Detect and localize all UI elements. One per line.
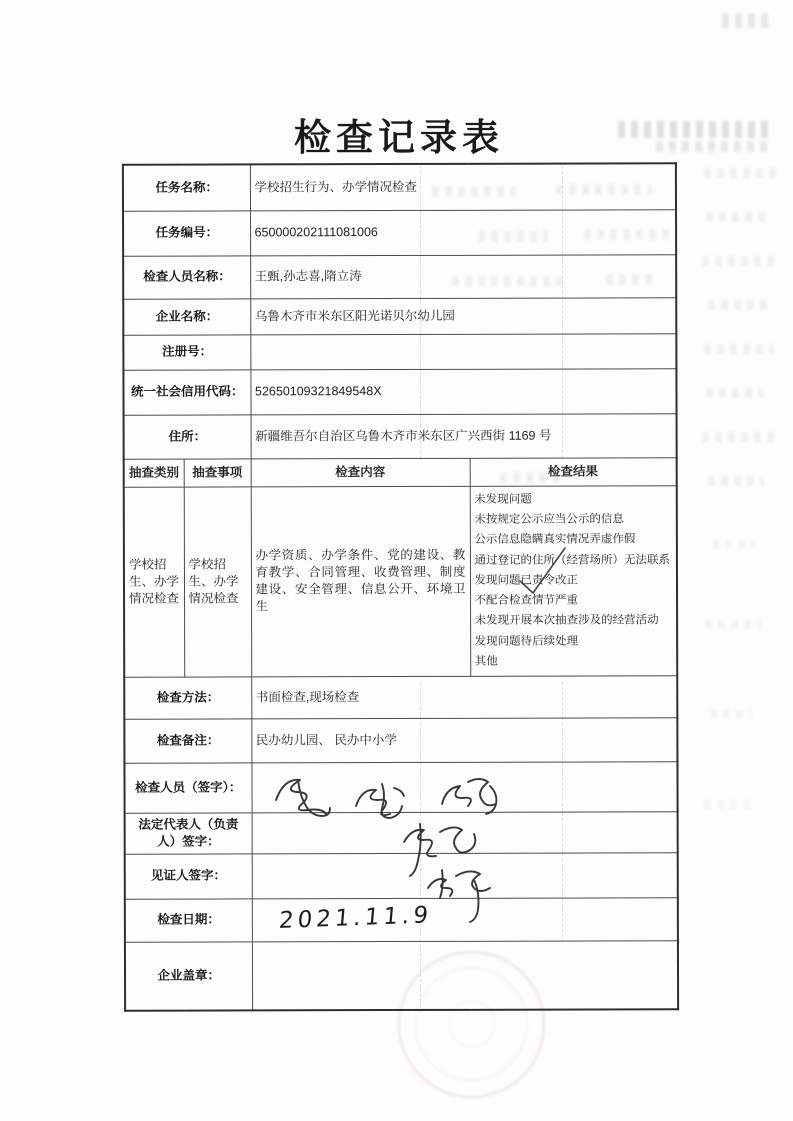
inspection-date-cell xyxy=(252,897,678,941)
inspector-signature-label: 检查人员（签字）： xyxy=(124,762,251,812)
company-name-value: 乌鲁木齐市米东区阳光诺贝尔幼儿园 xyxy=(250,297,676,334)
task-name-label: 任务名称： xyxy=(123,164,250,210)
item-cell: 学校招生、办学情况检查 xyxy=(184,486,252,676)
section-header-row xyxy=(124,457,677,486)
handwritten-date: 2021.11.9 xyxy=(277,901,433,934)
bleedthrough-artifact xyxy=(708,476,764,486)
credit-code-label: 统一社会信用代码： xyxy=(123,369,250,414)
table-row xyxy=(125,897,678,941)
table-row xyxy=(123,368,676,414)
witness-signature-label: 见证人签字： xyxy=(125,853,252,898)
inspectors-label: 检查人员名称： xyxy=(123,255,250,298)
bleedthrough-artifact xyxy=(704,800,756,809)
bleedthrough-artifact xyxy=(706,212,770,222)
bleedthrough-artifact xyxy=(708,300,768,310)
table-row xyxy=(125,852,678,898)
result-option: 发现问题待后续处理 xyxy=(474,635,579,648)
witness-signature-cell xyxy=(252,852,678,898)
result-option: 未发现开展本次抽查涉及的经营活动 xyxy=(474,614,659,628)
bleedthrough-artifact xyxy=(656,141,768,152)
table-row xyxy=(123,333,676,369)
task-name-value: 学校招生行为、办学情况检查 xyxy=(250,163,676,210)
registration-number-value xyxy=(250,333,676,369)
result-option: 其他 xyxy=(474,655,498,668)
company-stamp-label: 企业盖章： xyxy=(125,941,252,1010)
bleedthrough-artifact xyxy=(712,540,756,549)
table-row xyxy=(124,413,677,458)
table-row xyxy=(125,811,678,853)
bleedthrough-artifact xyxy=(722,13,768,28)
inspectors-value: 王甄,孙志喜,隋立涛 xyxy=(250,254,676,298)
col-header-category: 抽查类别 xyxy=(124,459,184,487)
result-option: 未发现问题 xyxy=(474,493,532,506)
table-row xyxy=(123,297,676,334)
result-option: 不配合检查情节严重 xyxy=(474,594,579,607)
table-row xyxy=(124,761,677,812)
legal-rep-signature-label: 法定代表人（负责人）签字： xyxy=(125,812,252,853)
table-row xyxy=(124,675,677,718)
category-cell: 学校招生、办学情况检查 xyxy=(124,487,184,677)
bleedthrough-artifact xyxy=(704,344,774,354)
registration-number-label: 注册号： xyxy=(123,334,250,369)
table-row xyxy=(125,940,678,1010)
table-row xyxy=(123,163,676,210)
table-row xyxy=(123,254,676,298)
content-cell: 办学资质、办学条件、党的建设、教育教学、合同管理、收费管理、制度建设、安全管理、信息公开、环境卫生 xyxy=(251,486,470,677)
bleedthrough-artifact xyxy=(618,121,770,138)
bleedthrough-artifact xyxy=(702,432,776,442)
company-stamp-cell xyxy=(252,940,678,1010)
table-row xyxy=(124,717,677,762)
col-header-item: 抽查事项 xyxy=(184,458,251,486)
credit-code-value: 52650109321849548X xyxy=(250,368,676,414)
page-title: 检查记录表 xyxy=(294,118,504,159)
bleedthrough-artifact xyxy=(710,710,752,719)
result-option: 通过登记的住所（经营场所）无法联系 xyxy=(474,553,670,567)
company-name-label: 企业名称： xyxy=(123,298,250,334)
results-cell xyxy=(470,485,678,676)
inspector-signature-cell xyxy=(251,761,677,812)
method-value: 书面检查,现场检查 xyxy=(251,675,677,718)
inspection-record-table xyxy=(122,162,679,1011)
remarks-label: 检查备注： xyxy=(124,718,251,762)
bleedthrough-artifact xyxy=(702,256,778,266)
bleedthrough-artifact xyxy=(705,620,761,629)
table-row xyxy=(123,209,676,255)
result-option-checked: 发现问题已责令改正 xyxy=(474,574,579,587)
remarks-value: 民办幼儿园、 民办中小学 xyxy=(251,717,677,762)
task-number-value: 650000202111081006 xyxy=(250,209,676,255)
address-value: 新疆维吾尔自治区乌鲁木齐市米东区广兴西街 1169 号 xyxy=(251,413,677,458)
bleedthrough-artifact xyxy=(706,388,764,398)
inspection-body-row xyxy=(124,485,678,676)
result-option: 公示信息隐瞒真实情况弄虚作假 xyxy=(474,533,636,547)
bleedthrough-artifact xyxy=(704,168,778,178)
inspection-date-label: 检查日期： xyxy=(125,898,252,941)
method-label: 检查方法： xyxy=(124,676,251,718)
legal-rep-signature-cell xyxy=(252,811,678,853)
address-label: 住所： xyxy=(124,414,251,458)
task-number-label: 任务编号： xyxy=(123,210,250,255)
col-header-content: 检查内容 xyxy=(251,458,470,487)
col-header-result: 检查结果 xyxy=(470,457,677,486)
result-option: 未按规定公示应当公示的信息 xyxy=(474,513,624,526)
